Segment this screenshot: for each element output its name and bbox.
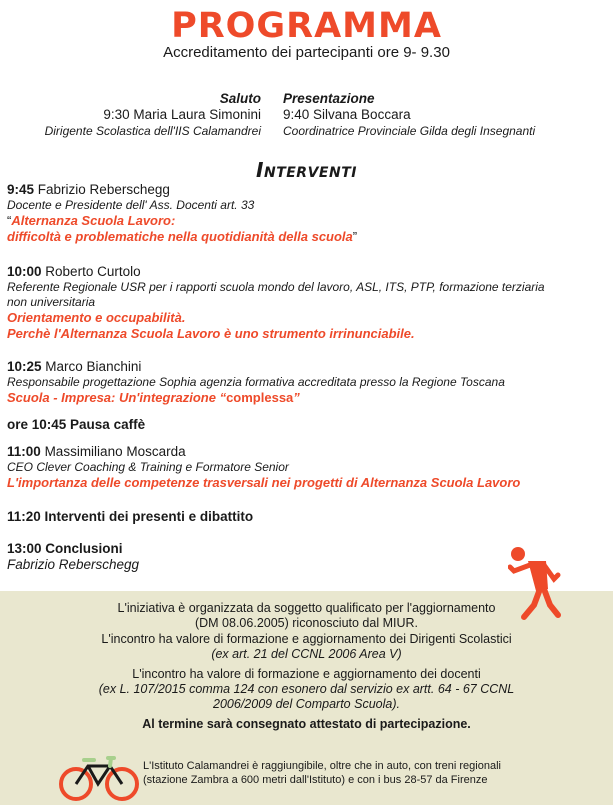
- talk-role: Referente Regionale USR per i rapporti scuola mondo del lavoro, ASL, ITS, PTP, formazione terziaria non universitaria: [7, 280, 545, 309]
- talk-role: Docente e Presidente dell' Ass. Docenti art. 33: [7, 198, 255, 212]
- talk-title: “Alternanza Scuola Lavoro:: [7, 213, 176, 228]
- presentazione-line: 9:40 Silvana Boccara: [283, 107, 411, 122]
- talk-title: Perchè l'Alternanza Scuola Lavoro è uno strumento irrinunciabile.: [7, 326, 415, 341]
- conclusioni-line: 13:00 Conclusioni: [7, 541, 123, 556]
- talk-item: [7, 264, 607, 342]
- saluto-heading: Saluto: [219, 91, 261, 106]
- presentazione-role: Coordinatrice Provinciale Gilda degli Insegnanti: [283, 124, 536, 138]
- dibattito: 11:20 Interventi dei presenti e dibattito: [7, 509, 254, 524]
- footer-note-docenti: L'incontro ha valore di formazione e aggiornamento dei docenti (ex L. 107/2015 comma 124 con esonero dal servizio ex artt. 64 - 67 CCNL 2006/2009 del Comparto Scuola).: [98, 667, 515, 711]
- interventi-heading: Interventi: [256, 158, 357, 182]
- saluto-section: [45, 91, 261, 139]
- presentazione-heading: Presentazione: [283, 91, 375, 106]
- talk-role: CEO Clever Coaching & Training e Formatore Senior: [7, 460, 289, 474]
- talk-speaker: 11:00 Massimiliano Moscarda: [7, 444, 186, 459]
- talk-item: [7, 182, 607, 245]
- talk-speaker: 9:45 Fabrizio Reberschegg: [7, 182, 170, 197]
- transport-info: L'Istituto Calamandrei è raggiungibile, oltre che in auto, con treni regionali (stazione Zambra a 600 metri dall'Istituto) e con i bus 28-57 da Firenze: [143, 760, 501, 786]
- footer-note-organizzazione: L'iniziativa è organizzata da soggetto qualificato per l'aggiornamento (DM 08.06.2005) riconosciuto dal MIUR.: [117, 601, 496, 630]
- page-subtitle: Accreditamento dei partecipanti ore 9- 9.30: [163, 44, 450, 61]
- saluto-role: Dirigente Scolastica dell'IIS Calamandrei: [44, 124, 261, 138]
- page-title: PROGRAMMA: [171, 6, 442, 46]
- talk-title: difficoltà e problematiche nella quotidianità della scuola”: [7, 229, 358, 244]
- footer-attestato: Al termine sarà consegnato attestato di partecipazione.: [142, 717, 471, 731]
- talk-title: Scuola - Impresa: Un'integrazione “complessa”: [7, 390, 300, 405]
- pausa-caffe: ore 10:45 Pausa caffè: [7, 417, 146, 432]
- saluto-line: 9:30 Maria Laura Simonini: [103, 107, 261, 122]
- talk-title: L'importanza delle competenze trasversali nei progetti di Alternanza Scuola Lavoro: [7, 475, 521, 490]
- talk-speaker: 10:00 Roberto Curtolo: [7, 264, 141, 279]
- talk-speaker: 10:25 Marco Bianchini: [7, 359, 142, 374]
- conclusioni-name: Fabrizio Reberschegg: [7, 557, 140, 572]
- talk-role: Responsabile progettazione Sophia agenzia formativa accreditata presso la Regione Toscana: [7, 375, 505, 389]
- bicycle-icon: [58, 752, 140, 802]
- talk-item: [7, 444, 607, 491]
- talk-title: Orientamento e occupabilità.: [7, 310, 186, 325]
- presentazione-section: [283, 91, 535, 139]
- talk-item: [7, 359, 607, 406]
- footer-note-dirigenti: L'incontro ha valore di formazione e aggiornamento dei Dirigenti Scolastici (ex art. 21 del CCNL 2006 Area V): [101, 632, 512, 661]
